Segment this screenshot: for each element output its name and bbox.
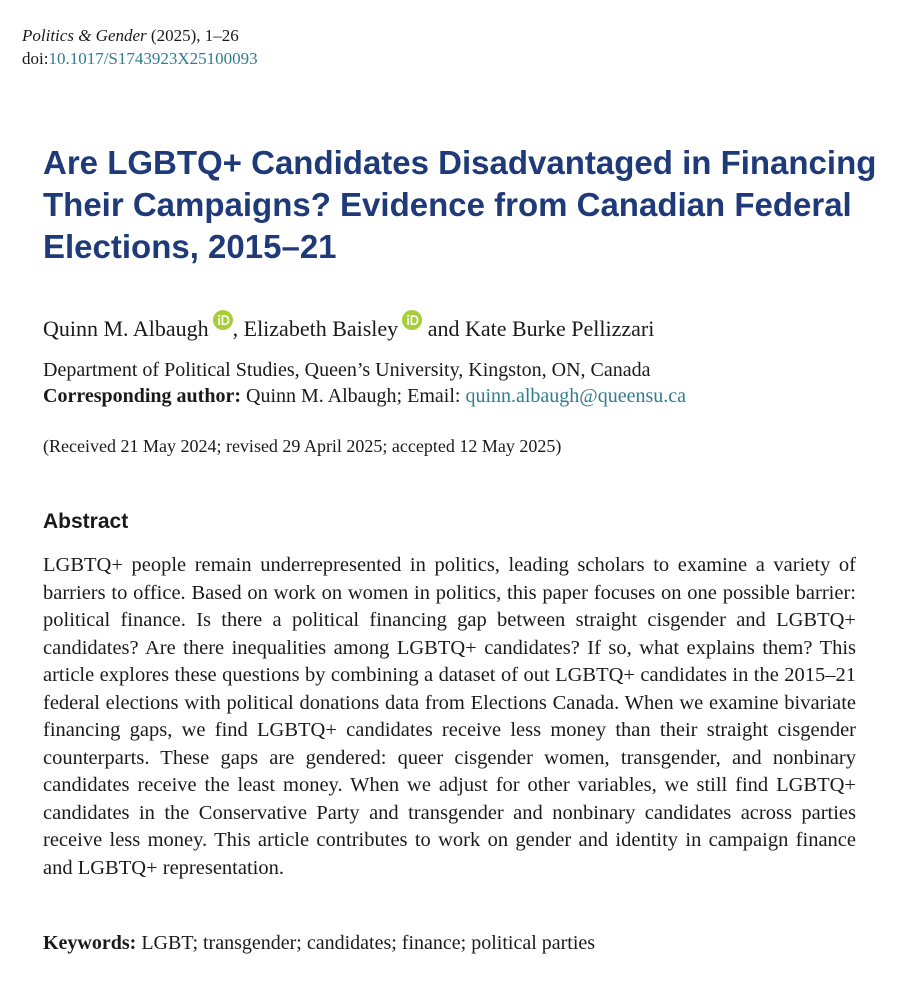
orcid-icon[interactable] (402, 310, 422, 330)
doi-prefix: doi: (22, 49, 49, 68)
corresponding-author (43, 383, 686, 409)
received-dates: (Received 21 May 2024; revised 29 April 2025; accepted 12 May 2025) (43, 436, 562, 456)
author-name: Quinn M. Albaugh (43, 316, 209, 341)
department: Department of Political Studies, Queen’s University, Kingston, ON, Canada (43, 359, 651, 381)
article-title: Are LGBTQ+ Candidates Disadvantaged in Financing Their Campaigns? Evidence from Canadian Federal Elections, 2015–21 (43, 144, 877, 265)
citation-year-pages: (2025), 1–26 (146, 26, 239, 45)
abstract-text: LGBTQ+ people remain underrepresented in politics, leading scholars to examine a variety of barriers to office. Based on work on women in politics, this paper focuses on one possible barrier: political finance. Is there a political financing gap between straight cisgender and LGBTQ+ candidates? Are there inequalities among LGBTQ+ candidates? If so, what explains them? This article explores these questions by combining a dataset of out LGBTQ+ candidates in the 2015–21 federal elections with political donations data from Elections Canada. When we examine bivariate financing gaps, we find LGBTQ+ candidates receive less money than their straight cisgender counterparts. These gaps are gendered: queer cisgender women, transgender, and nonbinary candidates receive the least money. When we adjust for other variables, we still find LGBTQ+ candidates in the Conservative Party and transgender and nonbinary candidates across parties receive less money. This article contributes to work on gender and identity in campaign finance and LGBTQ+ representation. (43, 554, 856, 879)
author-list (43, 310, 654, 343)
corresponding-author-label: Corresponding author: (43, 385, 241, 407)
keywords-label: Keywords: (43, 932, 137, 954)
keywords-list: LGBT; transgender; candidates; finance; political parties (136, 932, 596, 954)
orcid-icon[interactable] (213, 310, 233, 330)
affiliation-block (43, 357, 686, 409)
author-separator: and (422, 316, 465, 341)
keywords-line (43, 930, 595, 956)
author-separator: , (232, 316, 244, 341)
journal-header (22, 24, 258, 70)
email-link[interactable]: quinn.albaugh@queensu.ca (465, 385, 687, 407)
journal-name: Politics & Gender (22, 26, 147, 45)
author-name: Kate Burke Pellizzari (464, 316, 655, 341)
doi-line (22, 47, 258, 70)
author-name: Elizabeth Baisley (243, 316, 399, 341)
doi-link[interactable]: 10.1017/S1743923X25100093 (48, 49, 258, 68)
corresponding-author-text: Quinn M. Albaugh; Email: (241, 385, 466, 407)
citation-line (22, 24, 258, 47)
abstract-heading: Abstract (43, 510, 129, 533)
